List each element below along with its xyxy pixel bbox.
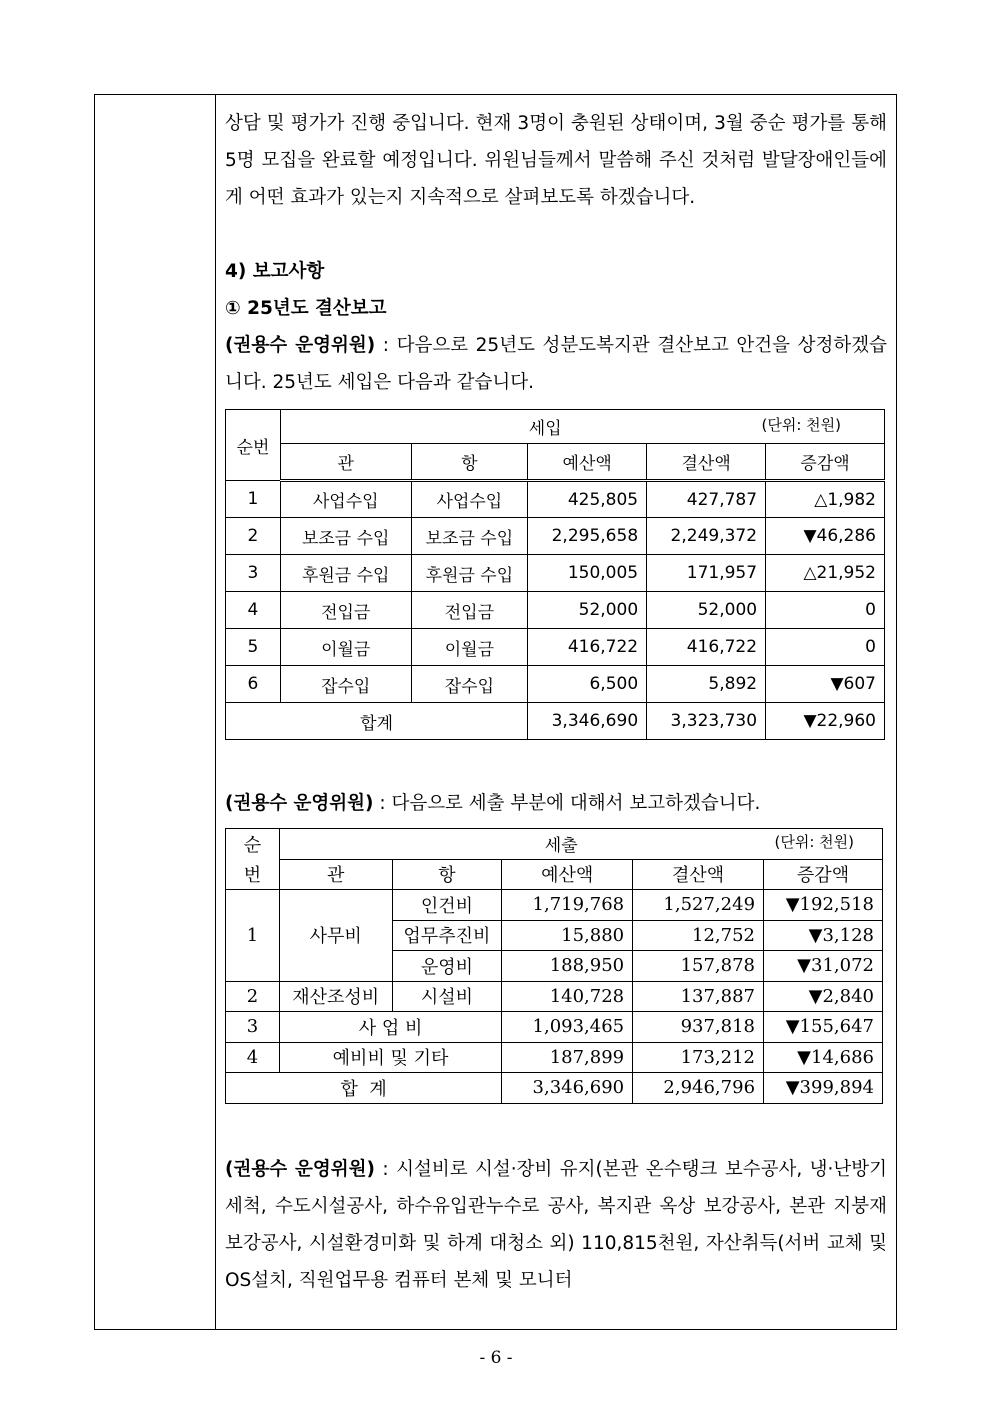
paragraph-4	[225, 1151, 887, 1299]
cell-no: 6	[226, 666, 281, 703]
cell-settled: 137,887	[633, 981, 764, 1012]
table-total-row	[226, 1073, 883, 1104]
cell-no: 4	[226, 1042, 280, 1073]
table-row	[226, 1012, 883, 1043]
cell-no: 4	[226, 592, 281, 629]
cell-budget: 140,728	[502, 981, 633, 1012]
cell-settled: 937,818	[633, 1012, 764, 1043]
table-row	[226, 1042, 883, 1073]
cell-diff: ▼155,647	[764, 1012, 883, 1043]
total-diff: ▼399,894	[764, 1073, 883, 1104]
cell-settled: 1,527,249	[633, 890, 764, 921]
cell-hang: 후원금 수입	[411, 555, 528, 592]
left-column	[95, 95, 216, 1329]
cell-hang: 이월금	[411, 629, 528, 666]
cell-gwan: 사무비	[279, 890, 392, 982]
cell-settled: 157,878	[633, 951, 764, 982]
revenue-header-gwan: 관	[280, 444, 411, 481]
table-row	[226, 592, 885, 629]
table-row	[226, 890, 883, 921]
expense-header-diff: 증감액	[764, 859, 883, 890]
expense-title: 세출	[544, 836, 578, 857]
cell-diff: ▼46,286	[766, 518, 885, 555]
cell-no: 1	[226, 481, 281, 518]
paragraph-3-text: : 다음으로 세출 부분에 대해서 보고하겠습니다.	[373, 793, 761, 814]
content-area	[225, 105, 887, 1299]
cell-budget: 187,899	[502, 1042, 633, 1073]
revenue-table	[225, 409, 885, 740]
cell-gwan: 전입금	[280, 592, 411, 629]
cell-gwan: 후원금 수입	[280, 555, 411, 592]
section-heading: 4) 보고사항	[225, 261, 325, 282]
table-row	[226, 555, 885, 592]
cell-hang: 보조금 수입	[411, 518, 528, 555]
table-row	[226, 666, 885, 703]
expense-header-budget: 예산액	[502, 859, 633, 890]
cell-gwan: 이월금	[280, 629, 411, 666]
cell-no: 3	[226, 555, 281, 592]
revenue-header-settled: 결산액	[647, 444, 766, 481]
cell-hang: 시설비	[392, 981, 502, 1012]
table-row	[226, 481, 885, 518]
table-row	[226, 518, 885, 555]
cell-no: 1	[226, 890, 280, 982]
cell-settled: 52,000	[647, 592, 766, 629]
total-budget: 3,346,690	[528, 703, 647, 740]
table-row	[226, 629, 885, 666]
cell-label: 예비비 및 기타	[279, 1042, 501, 1073]
expense-title-cell	[279, 829, 882, 860]
cell-diff: ▼607	[766, 666, 885, 703]
expense-header-settled: 결산액	[633, 859, 764, 890]
cell-no: 2	[226, 518, 281, 555]
revenue-header-no: 순번	[226, 410, 281, 481]
expense-header-hang: 항	[392, 859, 502, 890]
total-settled: 2,946,796	[633, 1073, 764, 1104]
paragraph-1: 상담 및 평가가 진행 중입니다. 현재 3명이 충원된 상태이며, 3월 중순 평가를 통해 5명 모집을 완료할 예정입니다. 위원님들께서 말씀해 주신 것처럼 발달장애인들에게 어떤 효과가 있는지 지속적으로 살펴보도록 하겠습니다.	[225, 113, 887, 208]
total-label: 합계	[226, 703, 528, 740]
cell-budget: 150,005	[528, 555, 647, 592]
cell-settled: 427,787	[647, 481, 766, 518]
document-frame	[94, 94, 897, 1330]
expense-header-no-top: 순	[226, 829, 280, 860]
cell-diff: △1,982	[766, 481, 885, 518]
cell-budget: 416,722	[528, 629, 647, 666]
cell-hang: 업무추진비	[392, 920, 502, 951]
table-total-row	[226, 703, 885, 740]
cell-hang: 전입금	[411, 592, 528, 629]
revenue-unit: (단위: 천원)	[761, 416, 841, 434]
cell-settled: 5,892	[647, 666, 766, 703]
total-settled: 3,323,730	[647, 703, 766, 740]
cell-no: 3	[226, 1012, 280, 1043]
paragraph-2-text: : 다음으로 25년도 성분도복지관 결산보고 안건을 상정하겠습니다. 25년도 세입은 다음과 같습니다.	[225, 335, 887, 393]
revenue-title-cell	[280, 410, 884, 444]
cell-no: 5	[226, 629, 281, 666]
expense-table	[225, 828, 883, 1104]
cell-hang: 운영비	[392, 951, 502, 982]
revenue-header-diff: 증감액	[766, 444, 885, 481]
speaker-label: (권용수 운영위원)	[225, 793, 374, 814]
expense-unit: (단위: 천원)	[774, 833, 854, 852]
cell-gwan: 사업수입	[280, 481, 411, 518]
cell-diff: 0	[766, 629, 885, 666]
subsection-heading: ① 25년도 결산보고	[225, 298, 387, 319]
cell-gwan: 잡수입	[280, 666, 411, 703]
paragraph-2	[225, 327, 887, 401]
paragraph-4-text: : 시설비로 시설·장비 유지(본관 온수탱크 보수공사, 냉·난방기 세척, 수도시설공사, 하수유입관누수로 공사, 복지관 옥상 보강공사, 본관 지붕재 보강공사, 시설환경미화 및 하계 대청소 외) 110,815천원, 자산취득(서버 교체 및 OS설치, 직원업무용 컴퓨터 본체 및 모니터	[225, 1158, 887, 1291]
cell-diff: ▼2,840	[764, 981, 883, 1012]
cell-gwan: 보조금 수입	[280, 518, 411, 555]
speaker-label: (권용수 운영위원)	[225, 335, 376, 356]
cell-settled: 416,722	[647, 629, 766, 666]
cell-settled: 2,249,372	[647, 518, 766, 555]
cell-budget: 1,093,465	[502, 1012, 633, 1043]
speaker-label: (권용수 운영위원)	[225, 1158, 375, 1180]
cell-hang: 사업수입	[411, 481, 528, 518]
cell-budget: 6,500	[528, 666, 647, 703]
expense-header-no-bottom: 번	[226, 859, 280, 890]
cell-no: 2	[226, 981, 280, 1012]
cell-settled: 171,957	[647, 555, 766, 592]
cell-label: 사 업 비	[279, 1012, 501, 1043]
cell-budget: 2,295,658	[528, 518, 647, 555]
cell-budget: 1,719,768	[502, 890, 633, 921]
cell-diff: 0	[766, 592, 885, 629]
paragraph-3	[225, 785, 887, 822]
cell-diff: ▼14,686	[764, 1042, 883, 1073]
expense-header-gwan: 관	[279, 859, 392, 890]
cell-diff: ▼31,072	[764, 951, 883, 982]
cell-budget: 188,950	[502, 951, 633, 982]
total-budget: 3,346,690	[502, 1073, 633, 1104]
cell-hang: 인건비	[392, 890, 502, 921]
table-row	[226, 981, 883, 1012]
revenue-title: 세입	[528, 419, 562, 439]
total-label: 합 계	[226, 1073, 502, 1104]
cell-hang: 잡수입	[411, 666, 528, 703]
cell-budget: 52,000	[528, 592, 647, 629]
total-diff: ▼22,960	[766, 703, 885, 740]
cell-budget: 15,880	[502, 920, 633, 951]
cell-diff: ▼3,128	[764, 920, 883, 951]
revenue-header-hang: 항	[411, 444, 528, 481]
page-number: - 6 -	[479, 1348, 513, 1368]
cell-diff: △21,952	[766, 555, 885, 592]
cell-diff: ▼192,518	[764, 890, 883, 921]
cell-settled: 173,212	[633, 1042, 764, 1073]
cell-budget: 425,805	[528, 481, 647, 518]
cell-settled: 12,752	[633, 920, 764, 951]
revenue-header-budget: 예산액	[528, 444, 647, 481]
cell-gwan: 재산조성비	[279, 981, 392, 1012]
